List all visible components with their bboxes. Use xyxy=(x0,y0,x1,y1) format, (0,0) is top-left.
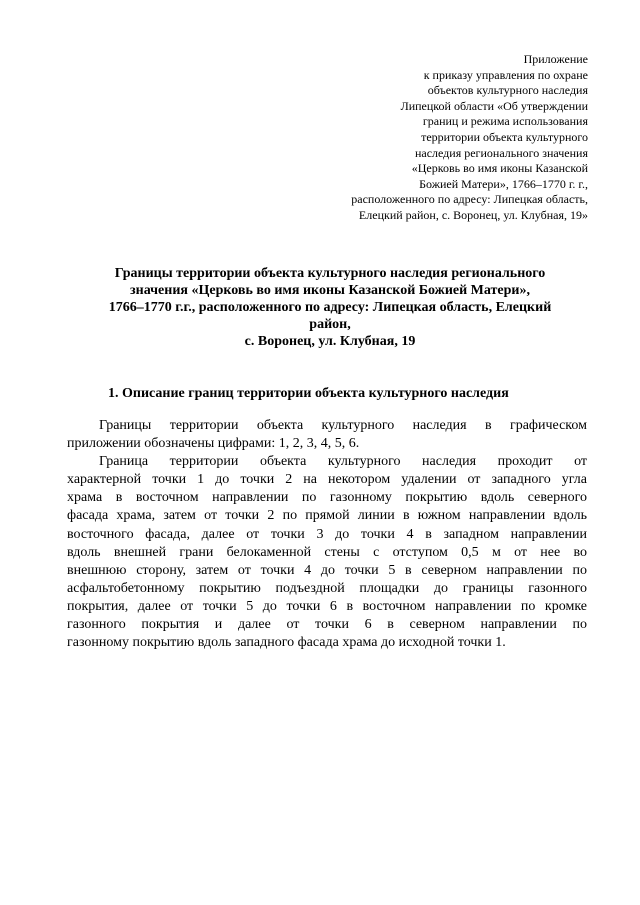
appendix-line: Липецкой области «Об утверждении xyxy=(400,98,588,113)
paragraph-line: восточного фасада, далее от точки 3 до точки 4 в западном направлении xyxy=(67,526,587,542)
paragraph-line: внешнюю сторону, затем от точки 4 до точки 5 в северном направлении по xyxy=(67,562,587,578)
appendix-line: «Церковь во имя иконы Казанской xyxy=(411,161,588,176)
paragraph-line: храма в восточном направлении по газонному покрытию вдоль северного xyxy=(67,490,587,506)
appendix-line: Божией Матери», 1766–1770 г. г., xyxy=(419,176,588,191)
appendix-line: расположенного по адресу: Липецкая область, xyxy=(351,192,588,207)
appendix-line: объектов культурного наследия xyxy=(427,83,588,98)
title-line: район, xyxy=(309,317,351,332)
appendix-line: к приказу управления по охране xyxy=(423,67,588,82)
paragraph-line: газонному покрытию вдоль западного фасада храма до исходной точки 1. xyxy=(67,635,506,651)
appendix-line: Приложение xyxy=(523,52,588,66)
paragraph-line: газонного покрытия и далее от точки 6 в северном направлении по xyxy=(67,617,587,633)
paragraph-line: Границы территории объекта культурного наследия в графическом xyxy=(99,418,587,433)
paragraph-line: вдоль внешней грани белокаменной стены с отступом 0,5 м от нее во xyxy=(67,544,587,560)
title-line: с. Воронец, ул. Клубная, 19 xyxy=(244,334,416,349)
appendix-line: Елецкий район, с. Воронец, ул. Клубная, 19» xyxy=(358,207,588,222)
paragraph-2 xyxy=(67,453,587,652)
paragraph-line: приложении обозначены цифрами: 1, 2, 3, 4, 5, 6. xyxy=(67,436,360,452)
paragraph-line: характерной точки 1 до точки 2 на некотором удалении от западного угла xyxy=(67,472,587,488)
paragraph-line: Граница территории объекта культурного наследия проходит от xyxy=(99,454,587,470)
paragraph-1 xyxy=(67,417,587,453)
paragraph-line: асфальтобетонному покрытию подъездной площадки до границы газонного xyxy=(67,580,587,596)
appendix-line: границ и режима использования xyxy=(422,114,588,129)
title-line: Границы территории объекта культурного наследия регионального xyxy=(114,266,546,281)
body-text xyxy=(67,417,587,652)
appendix-line: наследия регионального значения xyxy=(414,145,588,160)
paragraph-line: фасада храма, затем от точки 2 по прямой линии в южном направлении вдоль xyxy=(67,508,587,524)
appendix-block xyxy=(288,52,588,224)
paragraph-line: покрытия, далее от точки 5 до точки 6 в восточном направлении по кромке xyxy=(67,598,587,614)
title-line: значения «Церковь во имя иконы Казанской Божией Матери», xyxy=(130,283,530,298)
section-heading: 1. Описание границ территории объекта культурного наследия xyxy=(108,386,509,401)
document-title xyxy=(70,265,590,350)
appendix-line: территории объекта культурного xyxy=(421,129,588,144)
title-line: 1766–1770 г.г., расположенного по адресу: Липецкая область, Елецкий xyxy=(108,300,552,315)
